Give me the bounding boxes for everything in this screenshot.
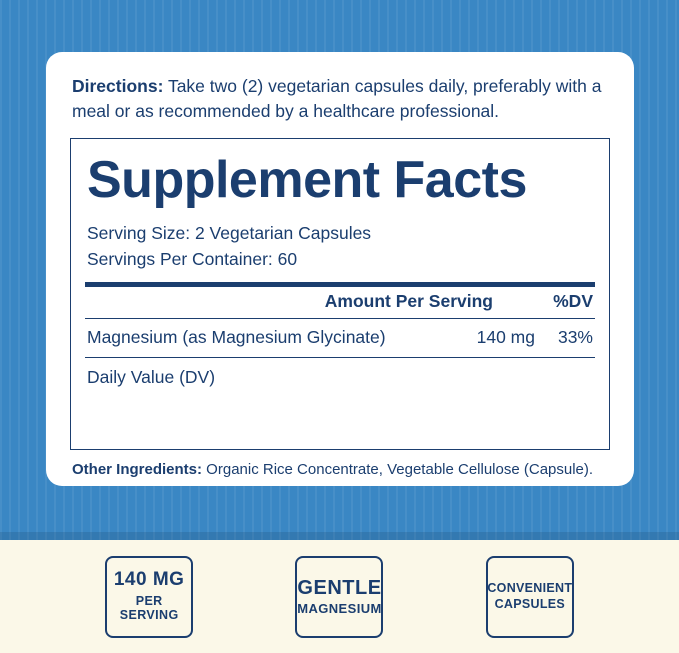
supplement-facts-box [70,138,610,450]
facts-header-row [85,287,595,318]
directions-body: Take two (2) vegetarian capsules daily, preferably with a meal or as recommended by a healthcare professional. [72,76,602,121]
badge-band [0,540,679,653]
nutrient-dv: 33% [557,327,593,348]
badge-convenient [486,556,574,638]
other-ingredients-text [72,460,610,480]
servings-per-container: Servings Per Container: 60 [87,248,298,269]
badge-dose-line2: PER SERVING [119,594,179,623]
daily-value-note: Daily Value (DV) [87,367,216,388]
badge-gentle-line2: MAGNESIUM [297,600,382,616]
badge-gentle [295,556,383,638]
directions-text [72,74,610,124]
header-percent-dv: %DV [553,291,593,312]
supplement-facts-title: Supplement Facts [87,150,527,209]
table-row [85,319,595,357]
badge-row [0,540,679,653]
badge-convenient-line2: CAPSULES [494,596,566,611]
other-ingredients-label: Other Ingredients: [72,460,203,478]
nutrient-amount: 140 mg [476,327,535,348]
badge-convenient-line1: CONVENIENT [487,580,573,595]
header-amount-per-serving: Amount Per Serving [324,291,493,312]
badge-gentle-line1: GENTLE [297,576,382,599]
label-card [46,52,634,486]
serving-size: Serving Size: 2 Vegetarian Capsules [87,223,372,244]
badge-dose [105,556,193,638]
nutrient-name: Magnesium (as Magnesium Glycinate) [87,327,386,348]
other-ingredients-body: Organic Rice Concentrate, Vegetable Cellulose (Capsule). [202,460,594,478]
badge-dose-line1: 140 MG [113,569,185,591]
directions-label: Directions: [72,76,164,96]
